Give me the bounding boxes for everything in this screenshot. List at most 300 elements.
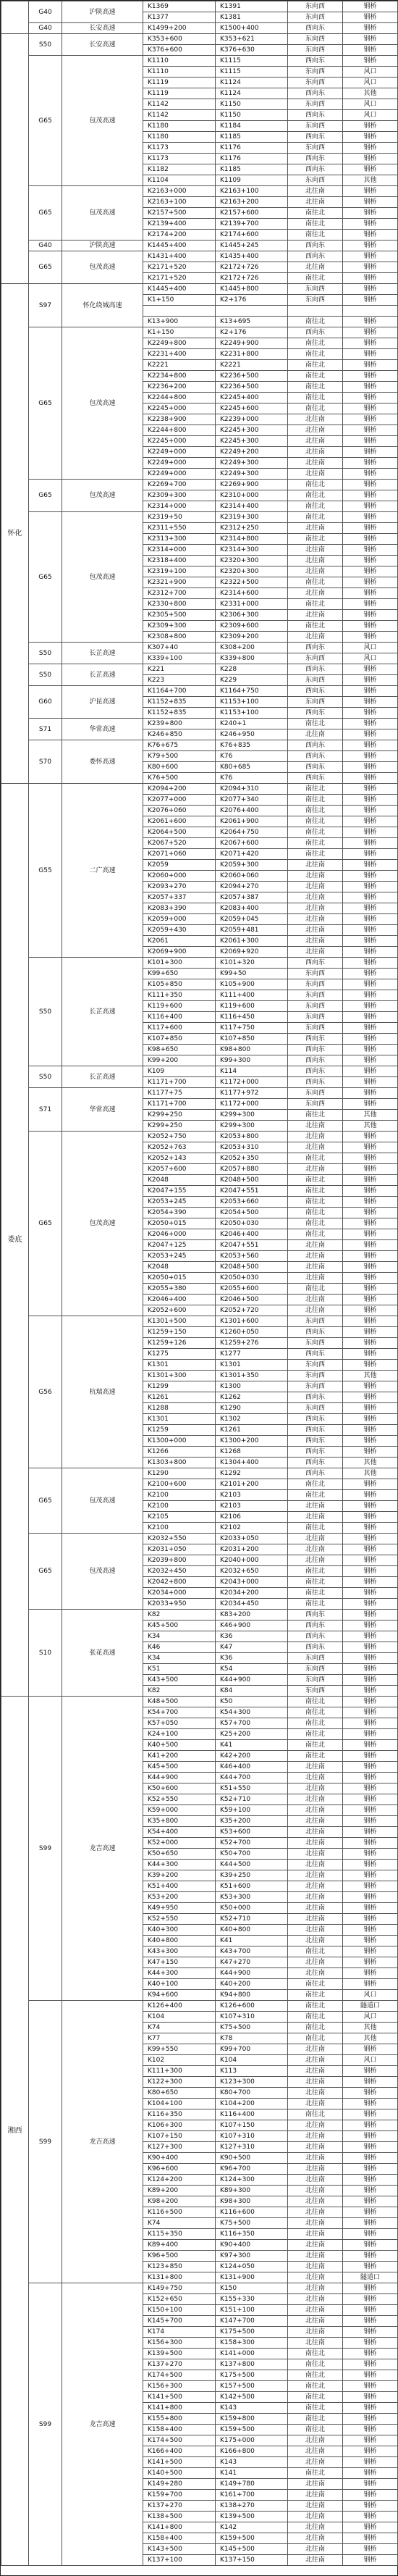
start-stake-cell: K34 [143, 1631, 216, 1642]
section-type-cell: 钢桥 [343, 1979, 398, 1990]
road-name-cell: 沪陕高速 [62, 1, 143, 23]
start-stake-cell: K35+800 [143, 1816, 216, 1827]
direction-cell: 西向东 [288, 132, 343, 143]
start-stake-cell: K137+100 [143, 2555, 216, 2566]
direction-cell: 南往北 [288, 2414, 343, 2425]
road-name-cell: 包茂高速 [62, 251, 143, 284]
end-stake-cell: K124+300 [216, 2175, 288, 2186]
section-type-cell: 钢桥 [343, 1153, 398, 1164]
road-code-cell: G65 [29, 327, 62, 480]
section-type-cell: 钢桥 [343, 1381, 398, 1392]
road-code-cell: G65 [29, 251, 62, 284]
start-stake-cell: K48+500 [143, 1697, 216, 1707]
end-stake-cell: K111+400 [216, 990, 288, 1001]
end-stake-cell: K240+1 [216, 719, 288, 729]
section-type-cell: 钢桥 [343, 795, 398, 806]
start-stake-cell: K40+500 [143, 1740, 216, 1751]
section-type-cell: 隧道口 [343, 2272, 398, 2283]
direction-cell: 北往南 [288, 523, 343, 534]
direction-cell: 西向东 [288, 1392, 343, 1403]
start-stake-cell: K2105 [143, 1512, 216, 1523]
section-type-cell: 风口 [343, 110, 398, 121]
section-type-cell: 风口 [343, 653, 398, 664]
start-stake-cell: K44+300 [143, 1860, 216, 1870]
road-code-cell: S50 [29, 1066, 62, 1088]
end-stake-cell: K2048+500 [216, 1262, 288, 1273]
region-cell: 怀化 [1, 284, 29, 784]
direction-cell: 南往北 [288, 1208, 343, 1218]
start-stake-cell: K2059 [143, 860, 216, 871]
direction-cell: 东向西 [288, 1, 343, 12]
section-type-cell: 钢桥 [343, 447, 398, 458]
road-code-cell: S10 [29, 1610, 62, 1697]
direction-cell: 东向西 [288, 67, 343, 78]
section-type-cell: 钢桥 [343, 1490, 398, 1501]
start-stake-cell: K2249+000 [143, 458, 216, 469]
end-stake-cell: K1172+000 [216, 1077, 288, 1088]
section-type-cell: 钢桥 [343, 1544, 398, 1555]
section-type-cell: 钢桥 [343, 708, 398, 719]
end-stake-cell: K53+300 [216, 1892, 288, 1903]
start-stake-cell: K2245+000 [143, 436, 216, 447]
start-stake-cell: K2047+155 [143, 1186, 216, 1197]
direction-cell: 北往南 [288, 1881, 343, 1892]
end-stake-cell: K75+500 [216, 2218, 288, 2229]
section-type-cell: 钢桥 [343, 1577, 398, 1588]
table-row [1, 664, 398, 675]
road-name-cell: 长芷高速 [62, 958, 143, 1066]
end-stake-cell: K123+300 [216, 2077, 288, 2088]
section-type-cell: 钢桥 [343, 2425, 398, 2435]
start-stake-cell: K40+800 [143, 1936, 216, 1946]
road-code-cell: G65 [29, 1132, 62, 1316]
end-stake-cell: K2031+200 [216, 1544, 288, 1555]
start-stake-cell: K116+350 [143, 2109, 216, 2120]
end-stake-cell: K2077+340 [216, 795, 288, 806]
start-stake-cell: K104 [143, 2012, 216, 2023]
section-type-cell: 钢桥 [343, 1588, 398, 1599]
section-type-cell: 钢桥 [343, 371, 398, 382]
end-stake-cell: K76 [216, 773, 288, 784]
section-type-cell: 钢桥 [343, 556, 398, 566]
direction-cell: 南往北 [288, 219, 343, 230]
end-stake-cell: K2054+500 [216, 1208, 288, 1218]
direction-cell: 南往北 [288, 1218, 343, 1229]
direction-cell: 北往南 [288, 1903, 343, 1914]
section-type-cell: 钢桥 [343, 219, 398, 230]
direction-cell: 南往北 [288, 1490, 343, 1501]
start-stake-cell: K353+600 [143, 34, 216, 45]
start-stake-cell: K45+500 [143, 1621, 216, 1631]
end-stake-cell: K1115 [216, 67, 288, 78]
direction-cell: 北往南 [288, 1121, 343, 1132]
direction-cell: 西向东 [288, 751, 343, 762]
section-type-cell: 钢桥 [343, 1751, 398, 1762]
end-stake-cell: K76 [216, 751, 288, 762]
section-type-cell: 风口 [343, 78, 398, 88]
direction-cell: 北往南 [288, 469, 343, 480]
table-row [1, 23, 398, 34]
end-stake-cell: K2269+900 [216, 480, 288, 490]
section-type-cell: 钢桥 [343, 2370, 398, 2381]
section-type-cell: 钢桥 [343, 1664, 398, 1675]
section-type-cell: 钢桥 [343, 1479, 398, 1490]
start-stake-cell: K2048 [143, 1175, 216, 1186]
section-type-cell: 钢桥 [343, 164, 398, 175]
end-stake-cell: K2309+200 [216, 632, 288, 643]
section-type-cell: 钢桥 [343, 2522, 398, 2533]
table-row [1, 1697, 398, 1707]
start-stake-cell: K174+500 [143, 2435, 216, 2446]
direction-cell: 南往北 [288, 393, 343, 403]
end-stake-cell: K166+800 [216, 2446, 288, 2457]
end-stake-cell: K1259+276 [216, 1338, 288, 1349]
direction-cell: 北往南 [288, 566, 343, 577]
direction-cell: 北往南 [288, 2055, 343, 2066]
end-stake-cell: K1500+400 [216, 23, 288, 34]
start-stake-cell: K98+200 [143, 2196, 216, 2207]
end-stake-cell: K2057+880 [216, 1164, 288, 1175]
direction-cell: 北往南 [288, 936, 343, 947]
end-stake-cell: K2306+300 [216, 610, 288, 621]
direction-cell: 北往南 [288, 1534, 343, 1544]
section-type-cell: 钢桥 [343, 2294, 398, 2305]
direction-cell: 东向西 [288, 1099, 343, 1110]
road-name-cell: 龙吉高速 [62, 1697, 143, 2001]
section-type-cell: 钢桥 [343, 675, 398, 686]
end-stake-cell: K2050+030 [216, 1218, 288, 1229]
direction-cell: 北往南 [288, 2066, 343, 2077]
end-stake-cell: K151+100 [216, 2305, 288, 2316]
start-stake-cell: K2163+100 [143, 197, 216, 208]
table-row [1, 251, 398, 262]
start-stake-cell: K2321+900 [143, 577, 216, 588]
start-stake-cell: K2050+015 [143, 1218, 216, 1229]
start-stake-cell: K156+300 [143, 2338, 216, 2349]
start-stake-cell: K1180 [143, 121, 216, 132]
section-type-cell: 钢桥 [343, 490, 398, 501]
road-name-cell: 包茂高速 [62, 480, 143, 512]
direction-cell: 北往南 [288, 556, 343, 566]
section-type-cell: 钢桥 [343, 501, 398, 512]
direction-cell: 东向西 [288, 1001, 343, 1012]
start-stake-cell: K74 [143, 2218, 216, 2229]
section-type-cell: 钢桥 [343, 1360, 398, 1371]
start-stake-cell: K150+100 [143, 2305, 216, 2316]
end-stake-cell: K50+000 [216, 1903, 288, 1914]
start-stake-cell: K1301 [143, 1360, 216, 1371]
start-stake-cell: K2034+000 [143, 1588, 216, 1599]
section-type-cell: 钢桥 [343, 2381, 398, 2392]
direction-cell: 北往南 [288, 1849, 343, 1860]
end-stake-cell: K96+700 [216, 2164, 288, 2175]
end-stake-cell: K2059+300 [216, 860, 288, 871]
start-stake-cell: K2305+500 [143, 610, 216, 621]
end-stake-cell: K1115 [216, 56, 288, 67]
end-stake-cell: K59+100 [216, 1805, 288, 1816]
road-code-cell: S97 [29, 284, 62, 327]
table-row [1, 56, 398, 67]
start-stake-cell: K2076+060 [143, 806, 216, 816]
end-stake-cell: K57+700 [216, 1718, 288, 1729]
end-stake-cell: K44+900 [216, 1675, 288, 1686]
direction-cell: 北往南 [288, 1544, 343, 1555]
end-stake-cell: K2245+600 [216, 403, 288, 414]
direction-cell: 东向西 [288, 121, 343, 132]
section-type-cell: 钢桥 [343, 1957, 398, 1968]
section-type-cell: 钢桥 [343, 979, 398, 990]
start-stake-cell: K1303+800 [143, 1458, 216, 1468]
direction-cell: 北往南 [288, 2501, 343, 2512]
start-stake-cell: K76+675 [143, 740, 216, 751]
start-stake-cell: K126+400 [143, 2001, 216, 2012]
direction-cell: 北往南 [288, 2446, 343, 2457]
direction-cell: 北往南 [288, 2251, 343, 2262]
start-stake-cell: K43+300 [143, 1946, 216, 1957]
end-stake-cell: K94+800 [216, 1990, 288, 2001]
end-stake-cell: K149+780 [216, 2479, 288, 2490]
end-stake-cell: K1261 [216, 1425, 288, 1436]
direction-cell: 东向西 [288, 143, 343, 154]
end-stake-cell: K142+500 [216, 2392, 288, 2403]
start-stake-cell: K2171+520 [143, 262, 216, 273]
direction-cell: 西向东 [288, 1642, 343, 1653]
section-type-cell: 钢桥 [343, 849, 398, 860]
end-stake-cell: K1292 [216, 1468, 288, 1479]
direction-cell: 南往北 [288, 849, 343, 860]
section-type-cell: 钢桥 [343, 816, 398, 827]
section-type-cell: 钢桥 [343, 284, 398, 295]
direction-cell: 南往北 [288, 621, 343, 632]
end-stake-cell: K1185 [216, 164, 288, 175]
start-stake-cell: K2312+700 [143, 588, 216, 599]
direction-cell: 东向西 [288, 979, 343, 990]
start-stake-cell: K1275 [143, 1349, 216, 1360]
start-stake-cell: K82 [143, 1686, 216, 1697]
direction-cell: 南往北 [288, 349, 343, 360]
direction-cell: 南往北 [288, 501, 343, 512]
end-stake-cell: K2245+300 [216, 436, 288, 447]
section-type-cell: 钢桥 [343, 1718, 398, 1729]
start-stake-cell: K45+500 [143, 1762, 216, 1773]
start-stake-cell: K2319+100 [143, 566, 216, 577]
section-type-cell: 钢桥 [343, 1501, 398, 1512]
section-type-cell: 钢桥 [343, 686, 398, 697]
end-stake-cell: K131+900 [216, 2272, 288, 2283]
start-stake-cell: K149+280 [143, 2479, 216, 2490]
direction-cell: 北往南 [288, 186, 343, 197]
end-stake-cell: K116+400 [216, 2109, 288, 2120]
start-stake-cell: K96+500 [143, 2251, 216, 2262]
section-type-cell: 钢桥 [343, 566, 398, 577]
start-stake-cell: K51+400 [143, 1881, 216, 1892]
direction-cell: 东向西 [288, 34, 343, 45]
direction-cell: 东向西 [288, 653, 343, 664]
direction-cell: 东向西 [288, 1012, 343, 1023]
start-stake-cell: K52+550 [143, 1914, 216, 1925]
start-stake-cell: K79+500 [143, 751, 216, 762]
section-type-cell: 钢桥 [343, 262, 398, 273]
section-type-cell: 钢桥 [343, 1218, 398, 1229]
section-type-cell: 钢桥 [343, 1012, 398, 1023]
table-row [1, 1, 398, 12]
start-stake-cell: K109 [143, 1066, 216, 1077]
table-row [1, 480, 398, 490]
direction-cell: 东向西 [288, 969, 343, 979]
end-stake-cell: K229 [216, 675, 288, 686]
start-stake-cell: K1288 [143, 1403, 216, 1414]
direction-cell: 南往北 [288, 1707, 343, 1718]
section-type-cell: 钢桥 [343, 1403, 398, 1414]
road-name-cell: 包茂高速 [62, 1132, 143, 1316]
section-type-cell: 钢桥 [343, 1925, 398, 1936]
start-stake-cell: K1152+835 [143, 697, 216, 708]
direction-cell: 南往北 [288, 2033, 343, 2044]
end-stake-cell: K2239+000 [216, 414, 288, 425]
end-stake-cell: K35+200 [216, 1816, 288, 1827]
section-type-cell: 钢桥 [343, 958, 398, 969]
direction-cell: 北往南 [288, 545, 343, 556]
direction-cell: 南往北 [288, 317, 343, 327]
section-type-cell: 钢桥 [343, 871, 398, 882]
section-type-cell: 钢桥 [343, 588, 398, 599]
start-stake-cell: K2053+245 [143, 1197, 216, 1208]
start-stake-cell: K34 [143, 1653, 216, 1664]
region-cell: 娄底 [1, 784, 29, 1697]
start-stake-cell: K2064+500 [143, 827, 216, 838]
start-stake-cell: K2244+800 [143, 425, 216, 436]
end-stake-cell: K126+600 [216, 2001, 288, 2012]
end-stake-cell: K2055+600 [216, 1284, 288, 1295]
direction-cell: 北往南 [288, 2316, 343, 2327]
section-type-cell: 钢桥 [343, 132, 398, 143]
road-code-cell: G65 [29, 56, 62, 186]
end-stake-cell: K2249+900 [216, 338, 288, 349]
direction-cell: 北往南 [288, 1968, 343, 1979]
end-stake-cell: K47 [216, 1642, 288, 1653]
end-stake-cell: K54 [216, 1664, 288, 1675]
start-stake-cell: K2318+400 [143, 556, 216, 566]
section-type-cell: 钢桥 [343, 2218, 398, 2229]
direction-cell: 西向东 [288, 1631, 343, 1642]
direction-cell: 西向东 [288, 1414, 343, 1425]
end-stake-cell: K52+700 [216, 1838, 288, 1849]
start-stake-cell: K2249+000 [143, 469, 216, 480]
end-stake-cell: K2172+726 [216, 262, 288, 273]
direction-cell: 西向东 [288, 241, 343, 251]
section-type-cell: 钢桥 [343, 143, 398, 154]
direction-cell: 北往南 [288, 871, 343, 882]
direction-cell: 北往南 [288, 1555, 343, 1566]
start-stake-cell: K52+550 [143, 1794, 216, 1805]
start-stake-cell: K239+800 [143, 719, 216, 729]
direction-cell: 西向东 [288, 643, 343, 653]
end-stake-cell: K308+200 [216, 643, 288, 653]
end-stake-cell: K40+800 [216, 1925, 288, 1936]
section-type-cell: 钢桥 [343, 1707, 398, 1718]
direction-cell: 西向东 [288, 1055, 343, 1066]
start-stake-cell: K2330+800 [143, 599, 216, 610]
section-type-cell: 钢桥 [343, 2414, 398, 2425]
start-stake-cell: K2071+060 [143, 849, 216, 860]
start-stake-cell: K94+600 [143, 1990, 216, 2001]
start-stake-cell: K54+700 [143, 1707, 216, 1718]
road-name-cell: 张花高速 [62, 1610, 143, 1697]
end-stake-cell: K2322+500 [216, 577, 288, 588]
start-stake-cell: K2052+763 [143, 1142, 216, 1153]
direction-cell: 西向东 [288, 958, 343, 969]
direction-cell: 北往南 [288, 2262, 343, 2272]
section-type-cell: 钢桥 [343, 1697, 398, 1707]
end-stake-cell: K54+300 [216, 1707, 288, 1718]
start-stake-cell [143, 306, 216, 317]
end-stake-cell: K339+800 [216, 653, 288, 664]
table-row [1, 1316, 398, 1327]
end-stake-cell: K2069+920 [216, 947, 288, 958]
direction-cell: 东向西 [288, 1023, 343, 1034]
start-stake-cell: K2163+000 [143, 186, 216, 197]
direction-cell: 南往北 [288, 371, 343, 382]
section-type-cell: 钢桥 [343, 2142, 398, 2153]
road-name-cell: 长安高速 [62, 23, 143, 34]
end-stake-cell: K246+950 [216, 729, 288, 740]
direction-cell: 北往南 [288, 729, 343, 740]
road-name-cell: 包茂高速 [62, 1534, 143, 1610]
end-stake-cell: K84 [216, 1686, 288, 1697]
direction-cell: 南往北 [288, 1718, 343, 1729]
start-stake-cell: K82 [143, 1610, 216, 1621]
section-type-cell: 钢桥 [343, 1132, 398, 1142]
direction-cell: 南往北 [288, 1284, 343, 1295]
road-code-cell: S71 [29, 719, 62, 740]
direction-cell: 西向东 [288, 773, 343, 784]
start-stake-cell: K141+800 [143, 2403, 216, 2414]
start-stake-cell: K90+400 [143, 2153, 216, 2164]
start-stake-cell: K137+270 [143, 2501, 216, 2512]
road-code-cell: S71 [29, 1088, 62, 1132]
end-stake-cell: K2103 [216, 1501, 288, 1512]
end-stake-cell: K107+850 [216, 1034, 288, 1045]
start-stake-cell: K2100 [143, 1501, 216, 1512]
section-type-cell: 钢桥 [343, 2479, 398, 2490]
road-name-cell: 沪昆高速 [62, 686, 143, 719]
start-stake-cell: K116+500 [143, 2207, 216, 2218]
direction-cell: 西向东 [288, 686, 343, 697]
table-row [1, 327, 398, 338]
end-stake-cell: K46+900 [216, 1621, 288, 1631]
region-cell [1, 1, 29, 34]
end-stake-cell: K13+695 [216, 317, 288, 327]
start-stake-cell: K52+000 [143, 1838, 216, 1849]
end-stake-cell: K89+300 [216, 2186, 288, 2196]
table-row [1, 740, 398, 751]
section-type-cell: 钢桥 [343, 1, 398, 12]
direction-cell: 北往南 [288, 2522, 343, 2533]
direction-cell: 东向西 [288, 1371, 343, 1381]
section-type-cell: 钢桥 [343, 121, 398, 132]
end-stake-cell: K2221 [216, 360, 288, 371]
section-type-cell: 钢桥 [343, 360, 398, 371]
end-stake-cell: K2064+750 [216, 827, 288, 838]
road-name-cell: 华常高速 [62, 719, 143, 740]
table-row [1, 284, 398, 295]
end-stake-cell: K1301+600 [216, 1316, 288, 1327]
direction-cell: 北往南 [288, 2186, 343, 2196]
start-stake-cell: K1119 [143, 78, 216, 88]
direction-cell: 北往南 [288, 2294, 343, 2305]
direction-cell: 北往南 [288, 588, 343, 599]
section-type-cell: 钢桥 [343, 1197, 398, 1208]
